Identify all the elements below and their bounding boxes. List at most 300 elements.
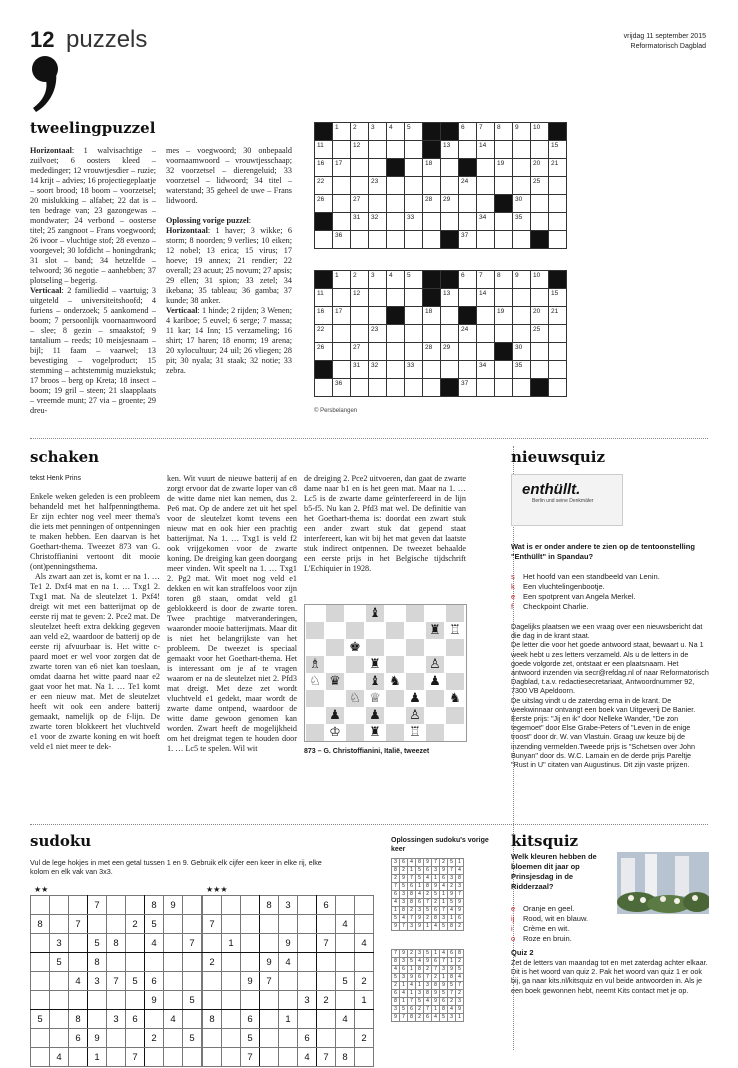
sudoku-cell[interactable] (203, 1029, 222, 1048)
sudoku-cell[interactable] (107, 1029, 126, 1048)
sudoku-cell[interactable] (183, 953, 202, 972)
sudoku-cell[interactable] (298, 1010, 317, 1029)
sudoku-cell[interactable]: 5 (183, 1029, 202, 1048)
sudoku-cell[interactable] (203, 991, 222, 1010)
sudoku-cell[interactable]: 7 (69, 915, 88, 934)
crossword-cell[interactable] (549, 343, 567, 361)
crossword-cell[interactable] (405, 195, 423, 213)
crossword-cell[interactable]: 20 (531, 307, 549, 325)
crossword-cell[interactable]: 14 (477, 141, 495, 159)
crossword-cell[interactable] (477, 159, 495, 177)
sudoku-cell[interactable]: 1 (88, 1048, 107, 1067)
sudoku-cell[interactable] (241, 934, 260, 953)
sudoku-cell[interactable] (88, 1010, 107, 1029)
crossword-cell[interactable] (405, 289, 423, 307)
crossword-cell[interactable] (549, 177, 567, 195)
crossword-cell[interactable]: 19 (495, 159, 513, 177)
sudoku-cell[interactable] (164, 972, 183, 991)
crossword-cell[interactable] (441, 325, 459, 343)
black-cell[interactable] (441, 231, 459, 249)
crossword-cell[interactable]: 27 (351, 343, 369, 361)
crossword-cell[interactable]: 15 (549, 141, 567, 159)
sudoku-cell[interactable]: 5 (145, 915, 164, 934)
crossword-cell[interactable]: 34 (477, 361, 495, 379)
crossword-cell[interactable] (369, 141, 387, 159)
sudoku-cell[interactable] (279, 972, 298, 991)
sudoku-cell[interactable] (355, 915, 374, 934)
sudoku-cell[interactable]: 8 (107, 934, 126, 953)
sudoku-cell[interactable] (260, 991, 279, 1010)
sudoku-cell[interactable]: 7 (241, 1048, 260, 1067)
sudoku-cell[interactable]: 4 (279, 953, 298, 972)
sudoku-cell[interactable]: 9 (164, 896, 183, 915)
sudoku-cell[interactable] (298, 915, 317, 934)
crossword-cell[interactable] (441, 213, 459, 231)
crossword-cell[interactable] (513, 231, 531, 249)
sudoku-cell[interactable] (88, 915, 107, 934)
crossword-cell[interactable]: 27 (351, 195, 369, 213)
sudoku-cell[interactable] (183, 972, 202, 991)
sudoku-cell[interactable] (241, 953, 260, 972)
crossword-cell[interactable] (405, 307, 423, 325)
crossword-cell[interactable] (387, 141, 405, 159)
crossword-cell[interactable] (531, 141, 549, 159)
sudoku-cell[interactable] (50, 991, 69, 1010)
crossword-cell[interactable]: 10 (531, 271, 549, 289)
sudoku-cell[interactable] (107, 991, 126, 1010)
crossword-cell[interactable] (369, 231, 387, 249)
black-cell[interactable] (315, 123, 333, 141)
crossword-cell[interactable] (405, 177, 423, 195)
sudoku-cell[interactable]: 7 (88, 896, 107, 915)
sudoku-cell[interactable]: 4 (336, 915, 355, 934)
crossword-cell[interactable]: 23 (369, 325, 387, 343)
crossword-cell[interactable]: 30 (513, 195, 531, 213)
crossword-cell[interactable]: 32 (369, 213, 387, 231)
crossword-cell[interactable] (351, 325, 369, 343)
sudoku-cell[interactable] (164, 934, 183, 953)
sudoku-cell[interactable]: 6 (298, 1029, 317, 1048)
crossword-cell[interactable] (495, 289, 513, 307)
sudoku-cell[interactable] (298, 972, 317, 991)
crossword-cell[interactable] (495, 231, 513, 249)
crossword-cell[interactable]: 11 (315, 289, 333, 307)
sudoku-cell[interactable]: 3 (279, 896, 298, 915)
sudoku-cell[interactable]: 3 (298, 991, 317, 1010)
crossword-cell[interactable] (531, 213, 549, 231)
crossword-cell[interactable] (513, 379, 531, 397)
crossword-cell[interactable] (549, 195, 567, 213)
crossword-cell[interactable] (549, 361, 567, 379)
sudoku-cell[interactable]: 2 (317, 991, 336, 1010)
sudoku-cell[interactable] (145, 1010, 164, 1029)
black-cell[interactable] (495, 343, 513, 361)
sudoku-cell[interactable]: 7 (317, 1048, 336, 1067)
crossword-cell[interactable]: 4 (387, 271, 405, 289)
sudoku-cell[interactable]: 5 (336, 972, 355, 991)
crossword-cell[interactable]: 18 (423, 159, 441, 177)
crossword-cell[interactable]: 33 (405, 213, 423, 231)
crossword-cell[interactable] (387, 325, 405, 343)
crossword-cell[interactable] (387, 289, 405, 307)
sudoku-cell[interactable]: 4 (145, 934, 164, 953)
sudoku-cell[interactable]: 9 (279, 934, 298, 953)
crossword-cell[interactable]: 30 (513, 343, 531, 361)
crossword-cell[interactable] (333, 325, 351, 343)
crossword-cell[interactable] (477, 177, 495, 195)
crossword-cell[interactable] (513, 159, 531, 177)
crossword-cell[interactable]: 20 (531, 159, 549, 177)
sudoku-cell[interactable]: 5 (31, 1010, 50, 1029)
sudoku-cell[interactable] (107, 915, 126, 934)
answer-option[interactable] (511, 924, 615, 934)
crossword-cell[interactable]: 31 (351, 361, 369, 379)
crossword-cell[interactable]: 16 (315, 307, 333, 325)
crossword-cell[interactable] (495, 325, 513, 343)
sudoku-grid-2[interactable] (202, 895, 374, 1067)
crossword-cell[interactable] (495, 361, 513, 379)
crossword-cell[interactable]: 36 (333, 231, 351, 249)
sudoku-cell[interactable]: 8 (69, 1010, 88, 1029)
crossword-cell[interactable]: 32 (369, 361, 387, 379)
sudoku-cell[interactable]: 4 (355, 934, 374, 953)
crossword-cell[interactable] (513, 289, 531, 307)
crossword-cell[interactable] (369, 195, 387, 213)
crossword-cell[interactable]: 3 (369, 271, 387, 289)
sudoku-cell[interactable] (203, 1048, 222, 1067)
sudoku-cell[interactable] (203, 972, 222, 991)
sudoku-cell[interactable] (355, 896, 374, 915)
crossword-cell[interactable]: 35 (513, 213, 531, 231)
sudoku-cell[interactable] (336, 953, 355, 972)
crossword-cell[interactable]: 16 (315, 159, 333, 177)
sudoku-cell[interactable]: 8 (88, 953, 107, 972)
crossword-cell[interactable] (495, 141, 513, 159)
crossword-cell[interactable] (387, 195, 405, 213)
crossword-cell[interactable] (333, 213, 351, 231)
sudoku-cell[interactable] (50, 915, 69, 934)
crossword-cell[interactable] (333, 195, 351, 213)
crossword-cell[interactable]: 13 (441, 289, 459, 307)
crossword-cell[interactable]: 29 (441, 343, 459, 361)
crossword-cell[interactable] (405, 325, 423, 343)
sudoku-cell[interactable] (222, 896, 241, 915)
sudoku-cell[interactable] (336, 991, 355, 1010)
crossword-cell[interactable]: 37 (459, 379, 477, 397)
crossword-cell[interactable]: 8 (495, 123, 513, 141)
black-cell[interactable] (459, 307, 477, 325)
sudoku-cell[interactable]: 4 (69, 972, 88, 991)
crossword-cell[interactable] (549, 213, 567, 231)
crossword-cell[interactable] (333, 289, 351, 307)
crossword-cell[interactable] (423, 379, 441, 397)
sudoku-cell[interactable] (126, 1029, 145, 1048)
crossword-cell[interactable]: 17 (333, 307, 351, 325)
sudoku-cell[interactable] (317, 1029, 336, 1048)
crossword-cell[interactable] (459, 141, 477, 159)
sudoku-cell[interactable] (164, 991, 183, 1010)
crossword-cell[interactable]: 12 (351, 141, 369, 159)
sudoku-cell[interactable] (222, 1010, 241, 1029)
sudoku-cell[interactable]: 5 (88, 934, 107, 953)
black-cell[interactable] (495, 195, 513, 213)
black-cell[interactable] (315, 213, 333, 231)
crossword-cell[interactable] (387, 379, 405, 397)
sudoku-cell[interactable]: 3 (107, 1010, 126, 1029)
crossword-cell[interactable] (495, 213, 513, 231)
crossword-cell[interactable] (459, 195, 477, 213)
crossword-cell[interactable]: 1 (333, 271, 351, 289)
crossword-cell[interactable] (369, 289, 387, 307)
crossword-cell[interactable]: 21 (549, 159, 567, 177)
black-cell[interactable] (441, 271, 459, 289)
answer-option[interactable] (511, 592, 709, 602)
crossword-cell[interactable] (513, 325, 531, 343)
crossword-cell[interactable]: 3 (369, 123, 387, 141)
sudoku-cell[interactable] (50, 896, 69, 915)
crossword-cell[interactable] (405, 159, 423, 177)
crossword-cell[interactable] (387, 361, 405, 379)
sudoku-cell[interactable] (298, 896, 317, 915)
sudoku-cell[interactable] (126, 991, 145, 1010)
crossword-cell[interactable] (423, 213, 441, 231)
crossword-cell[interactable] (477, 343, 495, 361)
black-cell[interactable] (423, 271, 441, 289)
answer-option[interactable] (511, 934, 615, 944)
crossword-cell[interactable]: 25 (531, 325, 549, 343)
sudoku-cell[interactable] (336, 934, 355, 953)
crossword-cell[interactable] (315, 379, 333, 397)
sudoku-cell[interactable] (126, 953, 145, 972)
crossword-cell[interactable]: 8 (495, 271, 513, 289)
crossword-cell[interactable]: 28 (423, 343, 441, 361)
crossword-cell[interactable] (387, 213, 405, 231)
sudoku-cell[interactable] (279, 1048, 298, 1067)
sudoku-cell[interactable]: 6 (145, 972, 164, 991)
sudoku-cell[interactable]: 9 (241, 972, 260, 991)
sudoku-cell[interactable] (260, 1048, 279, 1067)
sudoku-cell[interactable] (69, 991, 88, 1010)
sudoku-cell[interactable] (203, 934, 222, 953)
crossword-cell[interactable] (423, 325, 441, 343)
crossword-cell[interactable]: 9 (513, 123, 531, 141)
sudoku-cell[interactable]: 1 (355, 991, 374, 1010)
crossword-cell[interactable] (549, 379, 567, 397)
sudoku-cell[interactable] (336, 896, 355, 915)
sudoku-cell[interactable] (50, 1029, 69, 1048)
crossword-cell[interactable] (369, 343, 387, 361)
answer-option[interactable] (511, 572, 709, 582)
crossword-cell[interactable] (459, 343, 477, 361)
crossword-cell[interactable] (459, 361, 477, 379)
sudoku-cell[interactable]: 7 (317, 934, 336, 953)
sudoku-cell[interactable] (203, 896, 222, 915)
crossword-cell[interactable] (477, 325, 495, 343)
sudoku-cell[interactable]: 2 (203, 953, 222, 972)
sudoku-cell[interactable]: 7 (183, 934, 202, 953)
crossword-cell[interactable]: 33 (405, 361, 423, 379)
crossword-cell[interactable] (459, 213, 477, 231)
crossword-cell[interactable] (495, 379, 513, 397)
crossword-cell[interactable] (549, 231, 567, 249)
crossword-cell[interactable] (423, 361, 441, 379)
sudoku-cell[interactable] (31, 1029, 50, 1048)
sudoku-cell[interactable] (107, 896, 126, 915)
crossword-cell[interactable] (531, 195, 549, 213)
answer-option[interactable] (511, 904, 615, 914)
crossword-cell[interactable] (351, 307, 369, 325)
crossword-cell[interactable]: 31 (351, 213, 369, 231)
sudoku-cell[interactable]: 2 (355, 972, 374, 991)
sudoku-cell[interactable] (164, 953, 183, 972)
crossword-cell[interactable]: 10 (531, 123, 549, 141)
crossword-cell[interactable]: 24 (459, 325, 477, 343)
sudoku-cell[interactable] (31, 972, 50, 991)
crossword-cell[interactable]: 13 (441, 141, 459, 159)
black-cell[interactable] (531, 231, 549, 249)
crossword-cell[interactable] (387, 343, 405, 361)
black-cell[interactable] (423, 289, 441, 307)
crossword-cell[interactable] (333, 141, 351, 159)
answer-option[interactable] (511, 914, 615, 924)
sudoku-cell[interactable] (355, 1048, 374, 1067)
crossword-cell[interactable] (441, 177, 459, 195)
sudoku-cell[interactable]: 7 (107, 972, 126, 991)
sudoku-cell[interactable] (145, 1048, 164, 1067)
sudoku-cell[interactable]: 4 (164, 1010, 183, 1029)
crossword-cell[interactable] (441, 159, 459, 177)
crossword-cell[interactable]: 26 (315, 343, 333, 361)
crossword-cell[interactable] (513, 177, 531, 195)
sudoku-cell[interactable] (317, 972, 336, 991)
sudoku-cell[interactable] (298, 953, 317, 972)
crossword-cell[interactable] (351, 159, 369, 177)
crossword-cell[interactable] (333, 177, 351, 195)
sudoku-cell[interactable]: 8 (260, 896, 279, 915)
answer-option[interactable] (511, 602, 709, 612)
sudoku-cell[interactable]: 8 (203, 1010, 222, 1029)
crossword-cell[interactable]: 22 (315, 325, 333, 343)
crossword-cell[interactable]: 1 (333, 123, 351, 141)
sudoku-cell[interactable] (183, 1010, 202, 1029)
sudoku-cell[interactable]: 4 (298, 1048, 317, 1067)
crossword-cell[interactable] (477, 379, 495, 397)
crossword-cell[interactable]: 34 (477, 213, 495, 231)
crossword-cell[interactable]: 25 (531, 177, 549, 195)
sudoku-cell[interactable] (164, 915, 183, 934)
sudoku-cell[interactable] (260, 915, 279, 934)
sudoku-cell[interactable] (183, 1048, 202, 1067)
sudoku-cell[interactable]: 6 (126, 1010, 145, 1029)
crossword-cell[interactable]: 4 (387, 123, 405, 141)
sudoku-cell[interactable] (69, 896, 88, 915)
sudoku-cell[interactable] (69, 1048, 88, 1067)
sudoku-cell[interactable] (88, 991, 107, 1010)
crossword-cell[interactable] (351, 231, 369, 249)
crossword-cell[interactable]: 7 (477, 123, 495, 141)
sudoku-cell[interactable] (222, 953, 241, 972)
answer-option[interactable] (511, 582, 709, 592)
crossword-cell[interactable]: 23 (369, 177, 387, 195)
crossword-cell[interactable] (351, 379, 369, 397)
crossword-cell[interactable] (477, 307, 495, 325)
sudoku-cell[interactable]: 7 (203, 915, 222, 934)
sudoku-cell[interactable] (260, 1010, 279, 1029)
sudoku-cell[interactable] (222, 915, 241, 934)
sudoku-cell[interactable] (298, 934, 317, 953)
sudoku-cell[interactable] (50, 1010, 69, 1029)
sudoku-cell[interactable]: 5 (126, 972, 145, 991)
sudoku-cell[interactable]: 9 (260, 953, 279, 972)
crossword-cell[interactable] (405, 141, 423, 159)
crossword-cell[interactable]: 6 (459, 271, 477, 289)
sudoku-cell[interactable] (145, 953, 164, 972)
sudoku-cell[interactable]: 8 (31, 915, 50, 934)
crossword-cell[interactable] (531, 343, 549, 361)
sudoku-cell[interactable] (31, 896, 50, 915)
crossword-cell[interactable] (333, 361, 351, 379)
crossword-cell[interactable]: 6 (459, 123, 477, 141)
crossword-cell[interactable]: 7 (477, 271, 495, 289)
sudoku-cell[interactable]: 6 (241, 1010, 260, 1029)
black-cell[interactable] (423, 123, 441, 141)
black-cell[interactable] (441, 123, 459, 141)
sudoku-cell[interactable]: 5 (183, 991, 202, 1010)
black-cell[interactable] (387, 307, 405, 325)
sudoku-cell[interactable]: 9 (145, 991, 164, 1010)
sudoku-cell[interactable]: 1 (279, 1010, 298, 1029)
sudoku-cell[interactable]: 2 (355, 1029, 374, 1048)
crossword-cell[interactable]: 2 (351, 271, 369, 289)
crossword-cell[interactable]: 2 (351, 123, 369, 141)
sudoku-cell[interactable] (31, 953, 50, 972)
black-cell[interactable] (459, 159, 477, 177)
black-cell[interactable] (549, 271, 567, 289)
crossword-cell[interactable] (513, 141, 531, 159)
sudoku-cell[interactable] (241, 991, 260, 1010)
sudoku-cell[interactable] (31, 934, 50, 953)
sudoku-cell[interactable] (126, 934, 145, 953)
sudoku-cell[interactable] (222, 972, 241, 991)
sudoku-cell[interactable]: 7 (126, 1048, 145, 1067)
black-cell[interactable] (387, 159, 405, 177)
crossword-cell[interactable] (513, 307, 531, 325)
sudoku-cell[interactable]: 3 (88, 972, 107, 991)
sudoku-cell[interactable]: 4 (50, 1048, 69, 1067)
crossword-cell[interactable]: 22 (315, 177, 333, 195)
crossword-cell[interactable]: 12 (351, 289, 369, 307)
crossword-cell[interactable]: 28 (423, 195, 441, 213)
crossword-cell[interactable]: 37 (459, 231, 477, 249)
crossword-cell[interactable] (405, 379, 423, 397)
sudoku-cell[interactable]: 3 (50, 934, 69, 953)
crossword-cell[interactable] (351, 177, 369, 195)
sudoku-cell[interactable]: 2 (126, 915, 145, 934)
sudoku-cell[interactable]: 5 (50, 953, 69, 972)
sudoku-cell[interactable] (317, 1010, 336, 1029)
crossword-cell[interactable]: 35 (513, 361, 531, 379)
crossword-cell[interactable]: 14 (477, 289, 495, 307)
sudoku-cell[interactable] (164, 1048, 183, 1067)
sudoku-cell[interactable] (222, 1048, 241, 1067)
crossword-cell[interactable]: 5 (405, 123, 423, 141)
sudoku-cell[interactable]: 1 (222, 934, 241, 953)
crossword-cell[interactable]: 36 (333, 379, 351, 397)
sudoku-cell[interactable]: 6 (69, 1029, 88, 1048)
sudoku-cell[interactable] (317, 953, 336, 972)
crossword-cell[interactable] (369, 307, 387, 325)
crossword-cell[interactable]: 19 (495, 307, 513, 325)
